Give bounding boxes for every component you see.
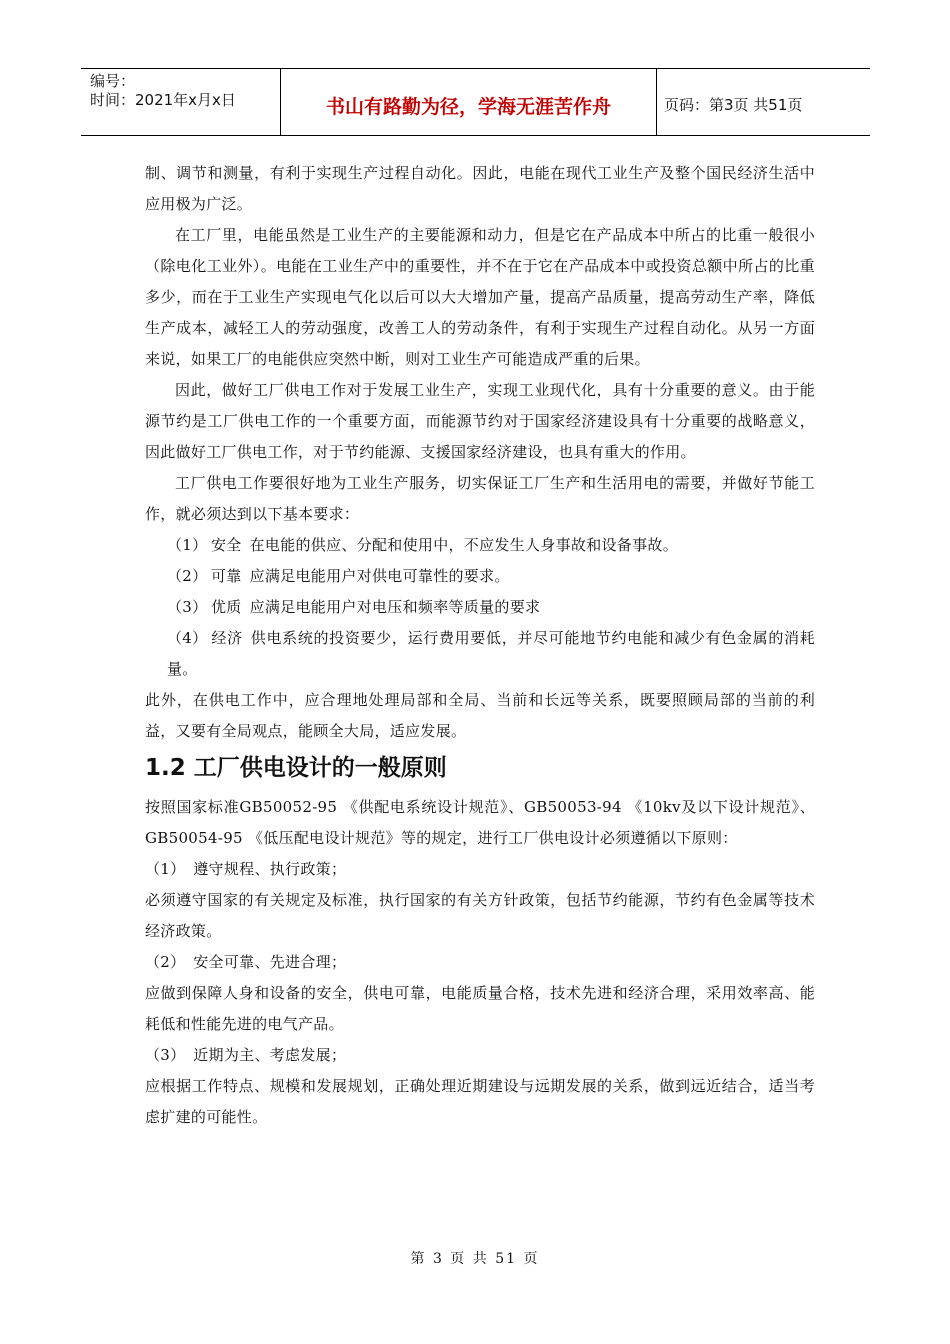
- requirement-text: 在电能的供应、分配和使用中，不应发生人身事故和设备事故。: [249, 536, 679, 554]
- requirement-number: （1）: [167, 536, 208, 554]
- paragraph: 工厂供电工作要很好地为工业生产服务，切实保证工厂生产和生活用电的需要，并做好节能工作，就必须达到以下基本要求：: [145, 474, 815, 523]
- requirement-number: （3）: [167, 598, 208, 616]
- principle-title: （3） 近期为主、考虑发展；: [145, 1046, 347, 1064]
- requirement-item: [145, 623, 815, 685]
- requirement-item: [145, 530, 815, 561]
- paragraph: 因此，做好工厂供电工作对于发展工业生产，实现工业现代化，具有十分重要的意义。由于能源节约是工厂供电工作的一个重要方面，而能源节约对于国家经济建设具有十分重要的战略意义，因此做好工厂供电工作，对于节约能源、支援国家经济建设，也具有重大的作用。: [145, 381, 815, 461]
- requirement-text: 应满足电能用户对电压和频率等质量的要求: [249, 598, 541, 616]
- document-body: [145, 158, 815, 1133]
- requirement-item: [145, 592, 815, 623]
- requirement-term: 优质: [211, 598, 242, 616]
- header-motto: 书山有路勤为径，学海无涯苦作舟: [281, 69, 657, 135]
- principle-text: 应做到保障人身和设备的安全，供电可靠，电能质量合格，技术先进和经济合理，采用效率高、能耗低和性能先进的电气产品。: [145, 984, 815, 1033]
- requirement-term: 可靠: [211, 567, 242, 585]
- page-header: [81, 68, 870, 136]
- principle-title: （1） 遵守规程、执行政策；: [145, 860, 347, 878]
- requirement-text: 应满足电能用户对供电可靠性的要求。: [249, 567, 510, 585]
- principle-title: （2） 安全可靠、先进合理；: [145, 953, 347, 971]
- page-footer: 第 3 页 共 51 页: [410, 1251, 540, 1267]
- requirement-item: [145, 561, 815, 592]
- paragraph: 制、调节和测量，有利于实现生产过程自动化。因此，电能在现代工业生产及整个国民经济生活中应用极为广泛。: [145, 164, 815, 213]
- requirement-number: （4）: [167, 629, 208, 647]
- requirement-text: 供电系统的投资要少，运行费用要低，并尽可能地节约电能和减少有色金属的消耗量。: [167, 629, 815, 678]
- document-date-label: 时间：2021年x月x日: [90, 91, 236, 109]
- document-number-label: 编号：: [90, 72, 136, 90]
- header-page-info: 页码：第3页 共51页: [664, 95, 803, 114]
- principle-text: 必须遵守国家的有关规定及标准，执行国家的有关方针政策，包括节约能源，节约有色金属等技术经济政策。: [145, 891, 815, 940]
- requirement-term: 经济: [211, 629, 243, 647]
- header-meta: [81, 69, 281, 135]
- principle-text: 应根据工作特点、规模和发展规划，正确处理近期建设与远期发展的关系，做到远近结合，适当考虑扩建的可能性。: [145, 1077, 815, 1126]
- paragraph: 在工厂里，电能虽然是工业生产的主要能源和动力，但是它在产品成本中所占的比重一般很小（除电化工业外）。电能在工业生产中的重要性，并不在于它在产品成本中或投资总额中所占的比重多少，而在于工业生产实现电气化以后可以大大增加产量，提高产品质量，提高劳动生产率，降低生产成本，减轻工人的劳动强度，改善工人的劳动条件，有利于实现生产过程自动化。从另一方面来说，如果工厂的电能供应突然中断，则对工业生产可能造成严重的后果。: [145, 226, 815, 368]
- paragraph: 按照国家标准GB50052-95 《供配电系统设计规范》、GB50053-94 《10kv及以下设计规范》、GB50054-95 《低压配电设计规范》等的规定，进行工厂供电设计必须遵循以下原则：: [145, 798, 815, 847]
- requirement-term: 安全: [211, 536, 242, 554]
- section-heading: 1.2 工厂供电设计的一般原则: [145, 755, 447, 781]
- requirement-number: （2）: [167, 567, 208, 585]
- paragraph: 此外，在供电工作中，应合理地处理局部和全局、当前和长远等关系，既要照顾局部的当前的利益，又要有全局观点，能顾全大局，适应发展。: [145, 691, 815, 740]
